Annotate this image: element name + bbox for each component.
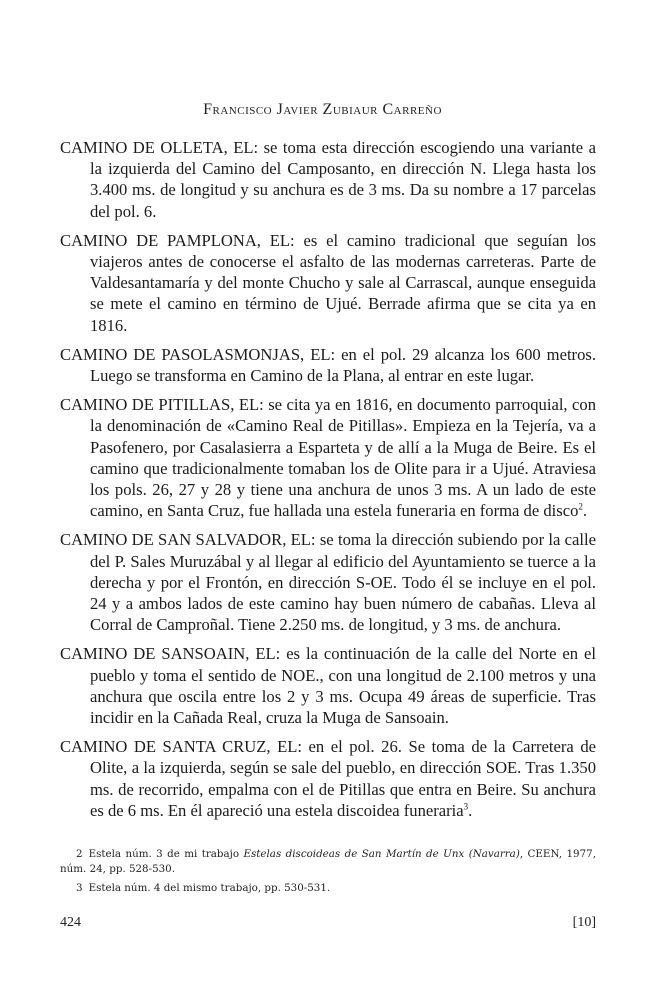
glossary-entry-pamplona [60,230,596,336]
entry-headword: CAMINO DE SANSOAIN, EL: [60,644,281,664]
footnote-number: 3 [76,882,83,895]
entry-text: en el pol. 26. Se toma de la Carretera de Olite, a la izquierda, según se sale del pueblo, en dirección SOE. Tras 1.350 ms. de recorrido, empalma con el de Pitillas que entra en Beire. Su anchura es de 6 ms. En él apareció una estela discoidea funeraria [90,737,596,820]
section-marker: [10] [572,915,596,931]
glossary-entry-pitillas [60,394,596,521]
entry-text: se cita ya en 1816, en documento parroquial, con la denominación de «Camino Real de Pitillas». Empieza en la Tejería, va a Pasofenero, por Casalasierra a Esparteta y de allí a la Muga de Beire. Es el camino que tradicionalmente tomaban los de Olite para ir a Ujué. Atraviesa los pols. 26, 27 y 28 y tiene una anchura de unos 3 ms. A un lado de este camino, en Santa Cruz, fue hallada una estela funeraria en forma de disco [90,395,596,521]
footnotes [60,847,596,896]
entry-text: en el pol. 29 alcanza los 600 metros. Luego se transforma en Camino de la Plana, al entrar en este lugar. [90,344,596,386]
footnote-3 [60,881,596,896]
footnote-number: 2 [76,848,83,861]
glossary-entry-olleta [60,137,596,222]
footnote-work-title: Estelas discoideas de San Martín de Unx (Navarra) [243,848,520,861]
entry-headword: CAMINO DE PAMPLONA, EL: [60,230,295,250]
entry-headword: CAMINO DE OLLETA, EL: [60,138,259,157]
glossary-entry-sansoain [60,643,596,728]
entry-headword: CAMINO DE SAN SALVADOR, EL: [60,530,316,550]
footnote-ref-2[interactable]: 2 [578,501,583,512]
page-footer [60,914,596,952]
entry-tail: . [582,501,588,521]
glossary-entry-pasolasmonjas [60,344,596,386]
footnote-text: Estela núm. 4 del mismo trabajo, pp. 530-531. [88,882,331,895]
glossary-entry-san-salvador [60,529,596,635]
footnote-2 [60,847,596,877]
glossary-body [60,137,596,821]
entry-text: es la continuación de la calle del Norte en el pueblo y toma el sentido de NOE., con una longitud de 2.100 metros y una anchura que oscila entre los 2 y 3 ms. Ocupa 49 áreas de superficie. Tras incidir en la Cañada Real, cruza la Muga de Sansoain. [90,644,596,728]
entry-tail: . [468,800,473,820]
entry-text: se toma esta dirección escogiendo una variante a la izquierda del Camino del Camposanto, en dirección N. Llega hasta los 3.400 ms. de longitud y su anchura es de 3 ms. Da su nombre a 17 parcelas del pol. 6. [90,138,596,221]
entry-headword: CAMINO DE PITILLAS, EL: [60,395,264,415]
footnote-ref-3[interactable]: 3 [463,801,469,812]
footnote-text: Estela núm. 3 de mi trabajo [88,848,244,861]
page-number: 424 [60,915,81,931]
entry-text: se toma la dirección subiendo por la calle del P. Sales Muruzábal y al llegar al edificio del Ayuntamiento se tuerce a la derecha y por el Frontón, en dirección S-OE. Todo él se incluye en el pol. 24 y a ambos lados de este camino hay buen número de cabañas. Lleva al Corral de Camproñal. Tiene 2.250 ms. de longitud, y 3 ms. de anchura. [90,530,596,635]
entry-text: es el camino tradicional que seguían los viajeros antes de conocerse el asfalto de las modernas carreteras. Parte de Valdesantamaría y del monte Chucho y sale al Carrascal, aunque enseguida se mete el camino en término de Ujué. Berrade afirma que se cita ya en 1816. [90,230,596,335]
entry-headword: CAMINO DE SANTA CRUZ, EL: [60,737,302,757]
glossary-entry-santa-cruz [60,736,596,821]
footnote-citation: , CEEN, 1977, núm. 24, pp. 528-530. [60,848,596,876]
entry-headword: CAMINO DE PASOLASMONJAS, EL: [60,344,336,364]
running-head: Francisco Javier Zubiaur Carreño [203,101,442,118]
